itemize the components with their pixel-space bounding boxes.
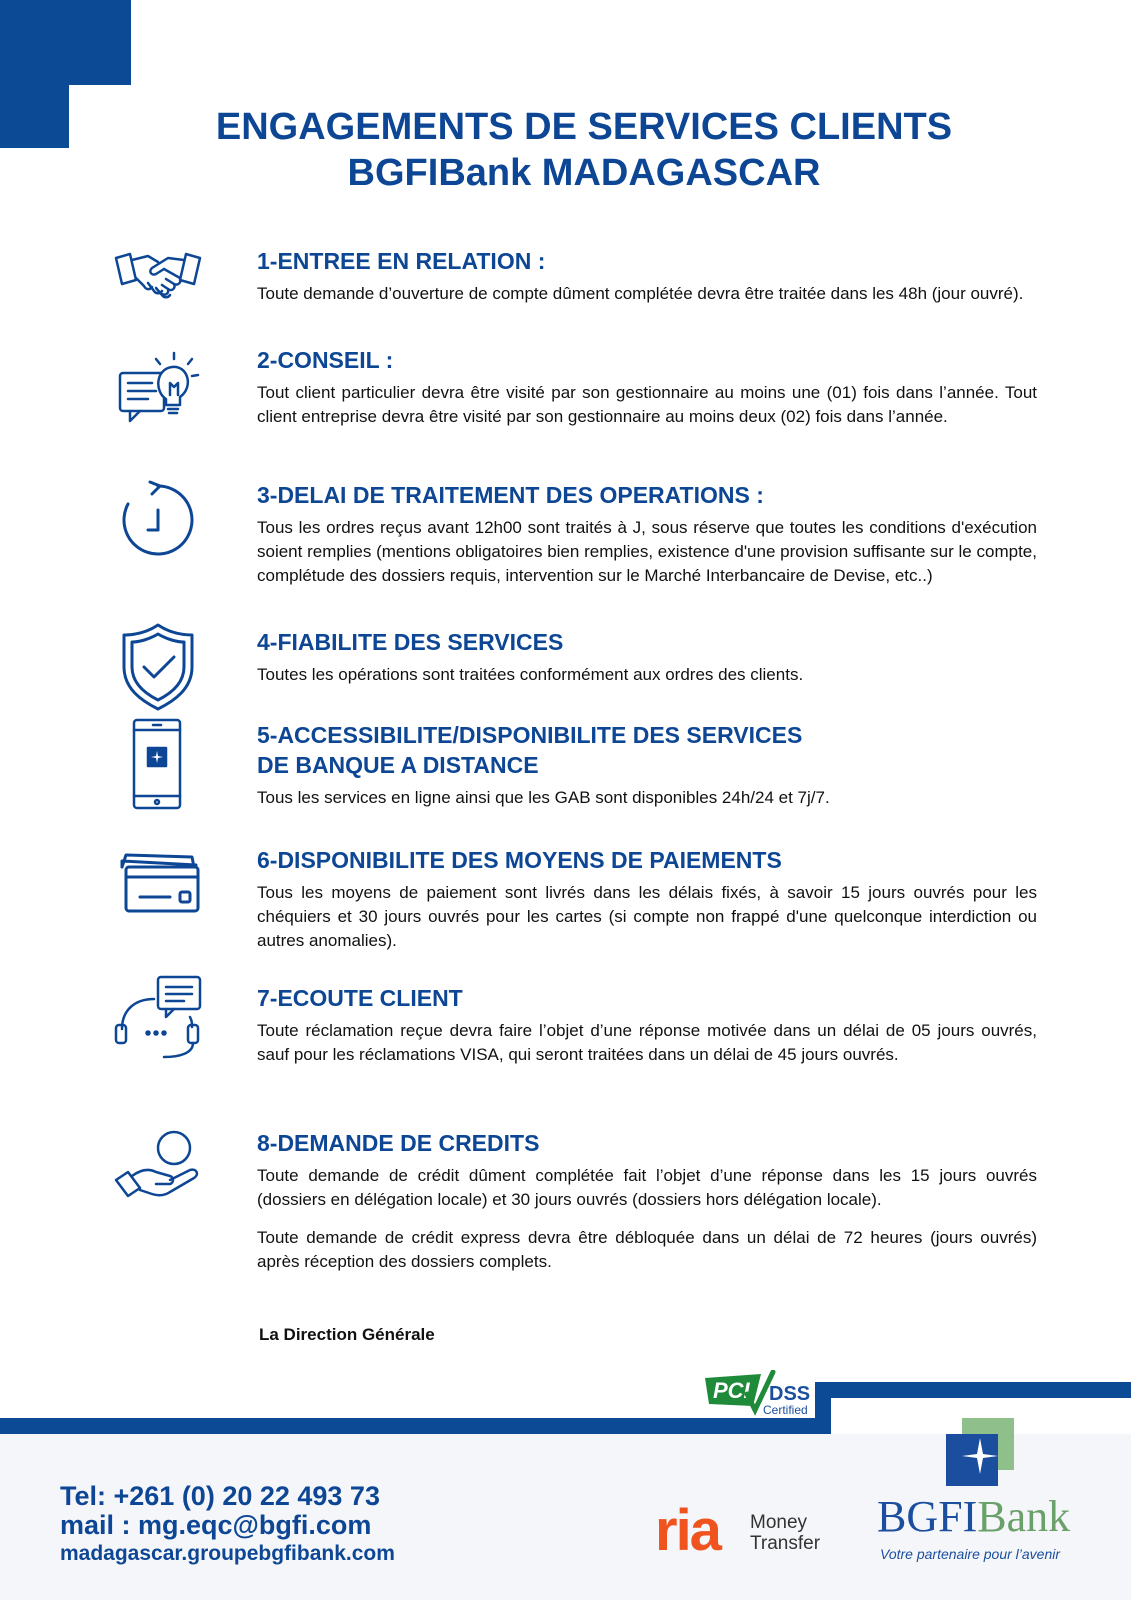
section-text: Toute demande d’ouverture de compte dûment complétée devra être traitée dans les 48h (jour ouvré). (257, 284, 1024, 303)
pci-dss-logo (703, 1370, 813, 1418)
credit-card-icon (108, 835, 208, 935)
section-text: Toutes les opérations sont traitées conformément aux ordres des clients. (257, 665, 804, 684)
shield-check-icon (108, 617, 208, 717)
ria-transfer: Transfer (750, 1533, 821, 1554)
clock-icon (108, 474, 208, 574)
section-body (257, 480, 1037, 588)
section-title: 3-DELAI DE TRAITEMENT DES OPERATIONS : (257, 482, 764, 508)
lightbulb-icon (108, 343, 208, 443)
title-line-1: ENGAGEMENTS DE SERVICES CLIENTS (215, 106, 953, 148)
smartphone-icon (108, 714, 208, 814)
section-text: Tous les moyens de paiement sont livrés dans les délais fixés, à savoir 15 jours ouvrés pour les chéquiers et 30 jours ouvrés pour les cartes (si compte non frappé d'une quelconque interdiction ou autres anomalies). (257, 883, 1037, 950)
section-text: Tous les services en ligne ainsi que les GAB sont disponibles 24h/24 et 7j/7. (257, 788, 830, 807)
section-title (257, 720, 1037, 780)
section-title: 4-FIABILITE DES SERVICES (257, 629, 564, 655)
section-body (257, 845, 1037, 953)
bgfi-tagline: Votre partenaire pour l’avenir (880, 1546, 1061, 1562)
ria-money: Money (750, 1512, 808, 1533)
section-body (257, 345, 1037, 429)
section-body (257, 983, 1037, 1067)
bgfi-name-a: BGFI (877, 1492, 978, 1541)
section-title: 2-CONSEIL : (257, 347, 394, 373)
section-title: 8-DEMANDE DE CREDITS (257, 1130, 540, 1156)
page-title (0, 104, 1131, 196)
handshake-icon (108, 238, 208, 338)
section-text: Toute réclamation reçue devra faire l’objet d’une réponse motivée dans un délai de 05 jours ouvrés, sauf pour les réclamations VISA, qui seront traitées dans un délai de 45 jours ouvrés. (257, 1021, 1037, 1064)
footer-band (0, 1418, 830, 1434)
section-text: Toute demande de crédit express devra être débloquée dans un délai de 72 heures (jours ouvrés) après réception des dossiers complets. (257, 1228, 1037, 1271)
section-body (257, 627, 1037, 687)
section-title: 7-ECOUTE CLIENT (257, 985, 463, 1011)
section-text: Toute demande de crédit dûment complétée fait l’objet d’une réponse dans les 15 jours ouvrés (dossiers en délégation locale) et 30 jours ouvrés (dossiers hors délégation locale). (257, 1166, 1037, 1209)
headset-chat-icon (108, 969, 208, 1069)
website-link[interactable]: madagascar.groupebgfibank.com (60, 1542, 395, 1565)
email-address[interactable]: mail : mg.eqc@bgfi.com (60, 1510, 372, 1540)
svg-text:DSS: DSS (769, 1383, 811, 1405)
section-body (257, 1128, 1037, 1274)
section-text: Tout client particulier devra être visité par son gestionnaire au moins une (01) fois dans l’année. Tout client entreprise devra être visité par son gestionnaire au moins deux (02) fois dans l’année. (257, 383, 1037, 426)
section-text: Tous les ordres reçus avant 12h00 sont traités à J, sous réserve que toutes les conditions d'exécution soient remplies (mentions obligatoires bien remplies, existence d'une provision suffisante sur le compte, complétude des dossiers requis, intervention sur le Marché Interbancaire de Devise, etc..) (257, 518, 1037, 585)
contact-info (60, 1482, 395, 1567)
signature: La Direction Générale (259, 1325, 435, 1344)
svg-text:PCI: PCI (713, 1378, 750, 1403)
section-body (257, 720, 1037, 810)
ria-text (750, 1512, 820, 1554)
section-title: 1-ENTREE EN RELATION : (257, 248, 546, 274)
section-title: 6-DISPONIBILITE DES MOYENS DE PAIEMENTS (257, 847, 782, 873)
ria-wordmark: ria (655, 1498, 720, 1563)
section-title-line-1: 5-ACCESSIBILITE/DISPONIBILITE DES SERVICES (257, 722, 803, 748)
bgfi-wordmark (877, 1494, 1070, 1540)
section-title-line-2: DE BANQUE A DISTANCE (257, 752, 539, 778)
bgfi-name-b: Bank (977, 1492, 1071, 1541)
title-line-2: BGFIBank MADAGASCAR (347, 152, 821, 194)
phone-number[interactable]: Tel: +261 (0) 20 22 493 73 (60, 1481, 380, 1511)
bgfi-star-logo-icon (946, 1418, 1014, 1486)
section-body (257, 246, 1037, 306)
footer-band-right (815, 1382, 1131, 1398)
hand-coin-icon (108, 1122, 208, 1222)
svg-text:Certified: Certified (763, 1403, 808, 1417)
